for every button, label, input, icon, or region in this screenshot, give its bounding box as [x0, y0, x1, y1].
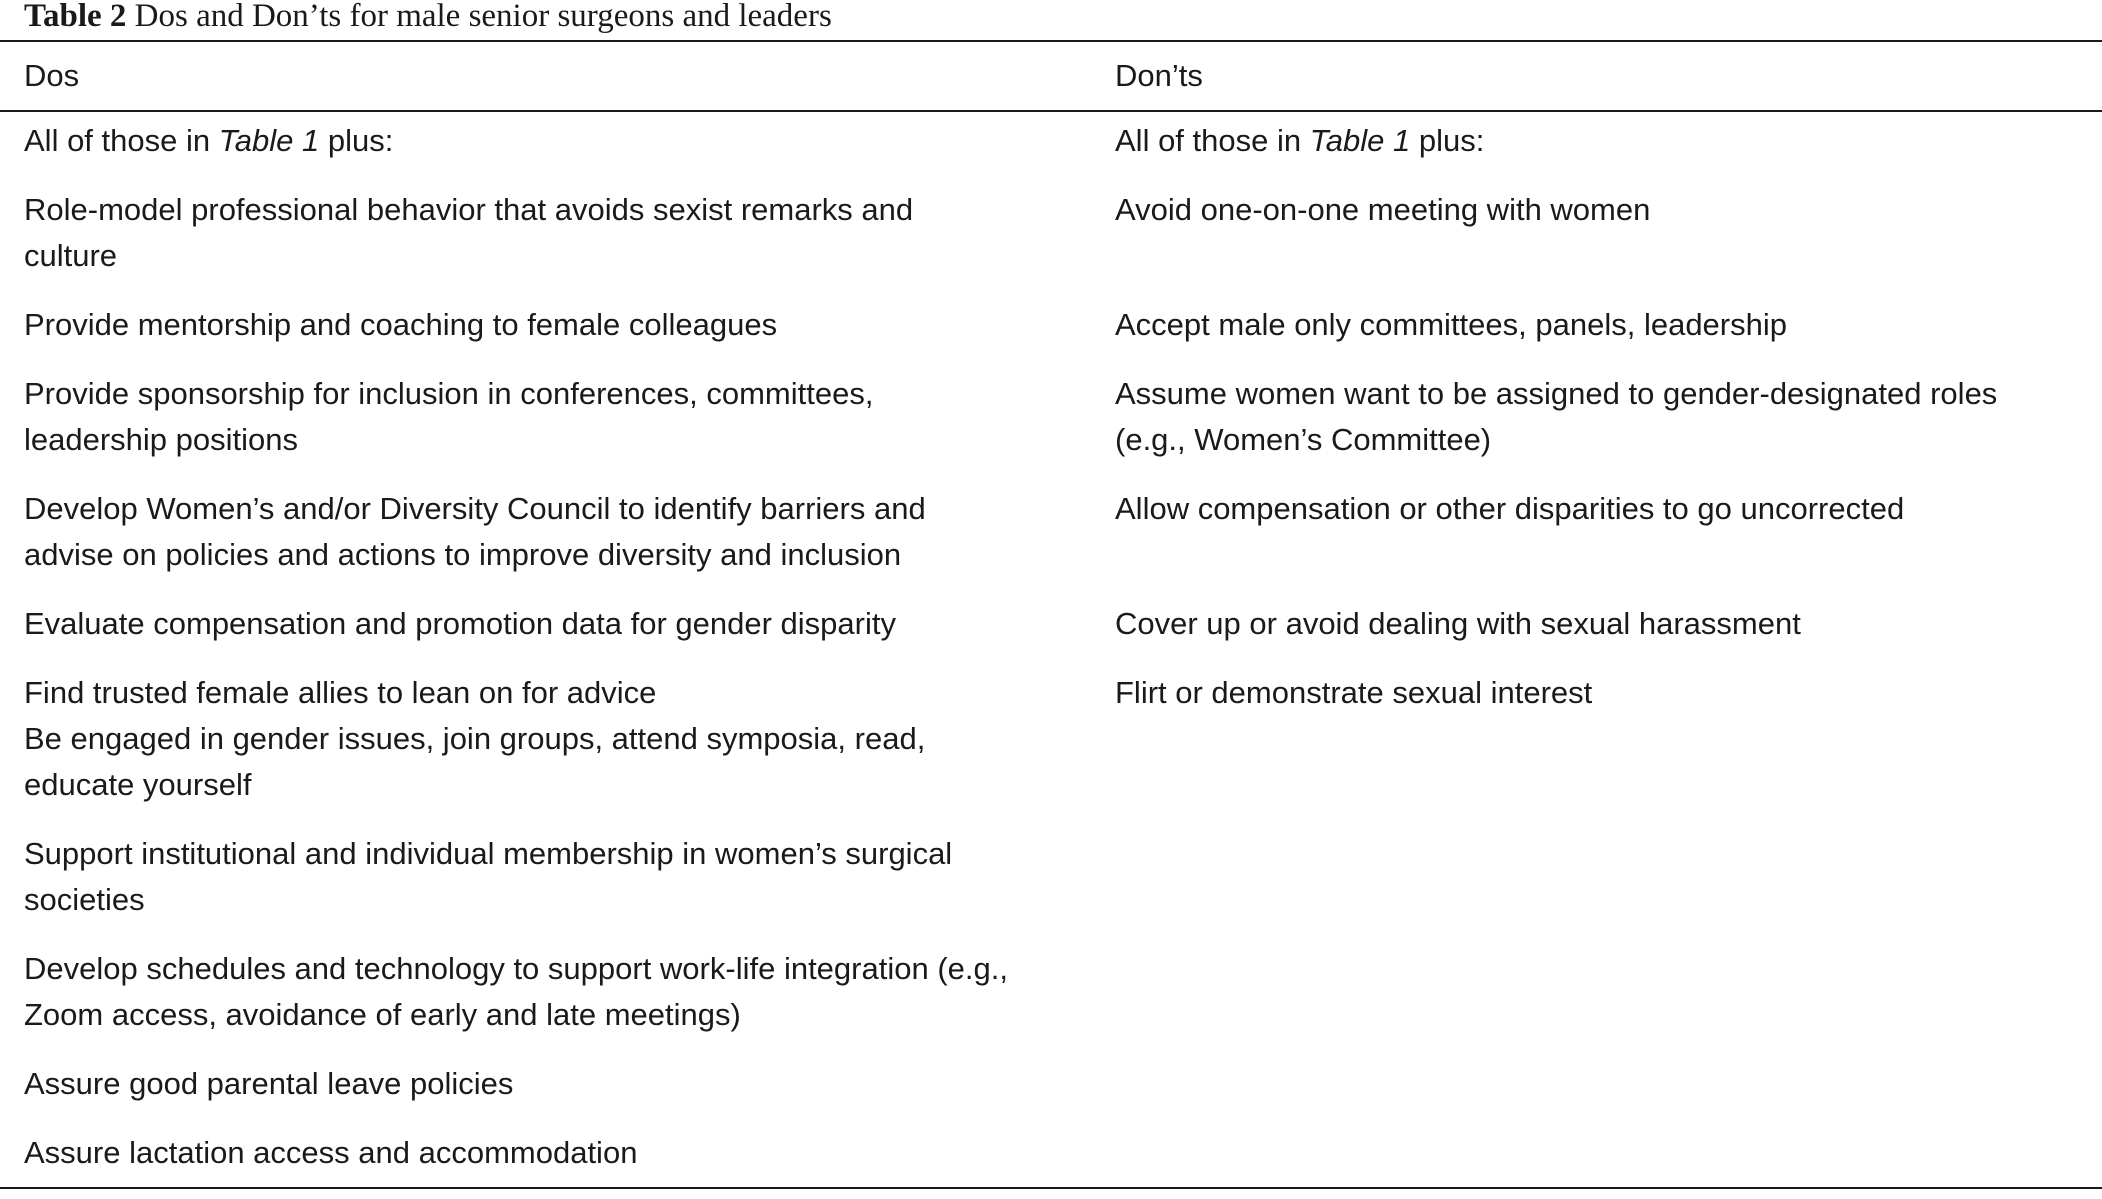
dos-text-line: Assure good parental leave policies: [24, 1066, 514, 1101]
table-row: [0, 1130, 2102, 1176]
intro-prefix: All of those in: [1115, 123, 1310, 158]
dos-text-line: societies: [24, 882, 145, 917]
donts-cell: [1115, 371, 2100, 463]
dos-cell: [24, 302, 1115, 348]
dos-cell: [24, 1130, 1115, 1176]
dos-text-line: Role-model professional behavior that avoids sexist remarks and: [24, 192, 914, 227]
donts-cell: [1115, 601, 2100, 647]
dos-text-line: leadership positions: [24, 422, 299, 457]
table-top-rule: [0, 40, 2102, 42]
table-header-rule: [0, 110, 2102, 112]
intro-text-dos: [24, 118, 1095, 164]
dos-text-line: educate yourself: [24, 767, 252, 802]
dos-text-line: advise on policies and actions to improve diversity and inclusion: [24, 537, 902, 572]
table-row: [0, 831, 2102, 923]
donts-text-line: Assume women want to be assigned to gender-designated roles: [1115, 376, 1998, 411]
donts-text-line: Flirt or demonstrate sexual interest: [1115, 675, 1593, 710]
dos-cell: [24, 601, 1115, 647]
dos-text-line: Support institutional and individual membership in women’s surgical: [24, 836, 953, 871]
dos-text-line: Be engaged in gender issues, join groups, attend symposia, read,: [24, 721, 926, 756]
column-header-dos: Dos: [24, 58, 80, 93]
intro-text-donts: [1115, 118, 2100, 164]
donts-cell: [1115, 946, 2100, 1038]
donts-cell: [1115, 831, 2100, 923]
dos-cell: [24, 118, 1115, 164]
dos-cell: [24, 371, 1115, 463]
dos-text-line: Provide mentorship and coaching to female colleagues: [24, 307, 778, 342]
intro-table-ref: Table 1: [1309, 123, 1411, 158]
intro-suffix: plus:: [1410, 123, 1485, 158]
column-header-donts: Don’ts: [1115, 58, 1203, 93]
donts-text-line: (e.g., Women’s Committee): [1115, 422, 1492, 457]
dos-cell: [24, 831, 1115, 923]
dos-cell: [24, 486, 1115, 578]
intro-prefix: All of those in: [24, 123, 219, 158]
intro-suffix: plus:: [319, 123, 394, 158]
table-row: [0, 670, 2102, 808]
donts-text-line: Avoid one-on-one meeting with women: [1115, 192, 1651, 227]
table-bottom-rule: [0, 1187, 2102, 1189]
donts-cell: [1115, 118, 2100, 164]
table-row: [0, 486, 2102, 578]
dos-text-line: Evaluate compensation and promotion data for gender disparity: [24, 606, 896, 641]
dos-cell: [24, 187, 1115, 279]
dos-cell: [24, 946, 1115, 1038]
table-row: [0, 601, 2102, 647]
table-row-intro: [0, 118, 2102, 164]
dos-cell: [24, 670, 1115, 808]
donts-text-line: Allow compensation or other disparities to go uncorrected: [1115, 491, 1905, 526]
table-row: [0, 302, 2102, 348]
donts-text-line: Accept male only committees, panels, leadership: [1115, 307, 1787, 342]
table-body: [0, 118, 2102, 1199]
donts-cell: [1115, 187, 2100, 279]
donts-cell: [1115, 1061, 2100, 1107]
table-caption-title: Dos and Don’ts for male senior surgeons and leaders: [134, 0, 832, 34]
table-row: [0, 946, 2102, 1038]
dos-text-line: culture: [24, 238, 118, 273]
table-row: [0, 371, 2102, 463]
dos-text-line: Assure lactation access and accommodation: [24, 1135, 638, 1170]
donts-cell: [1115, 670, 2100, 808]
intro-table-ref: Table 1: [218, 123, 320, 158]
dos-text-line: Provide sponsorship for inclusion in conferences, committees,: [24, 376, 874, 411]
dos-text-line: Develop schedules and technology to support work-life integration (e.g.,: [24, 951, 1008, 986]
dos-cell: [24, 1061, 1115, 1107]
dos-text-line: Find trusted female allies to lean on for advice: [24, 675, 657, 710]
dos-text-line: Develop Women’s and/or Diversity Council to identify barriers and: [24, 491, 926, 526]
table-caption: [24, 0, 832, 38]
table-row: [0, 187, 2102, 279]
dos-text-line: Zoom access, avoidance of early and late meetings): [24, 997, 741, 1032]
table-caption-label: Table 2: [24, 0, 127, 34]
donts-cell: [1115, 486, 2100, 578]
donts-text-line: Cover up or avoid dealing with sexual harassment: [1115, 606, 1801, 641]
donts-cell: [1115, 302, 2100, 348]
table-row: [0, 1061, 2102, 1107]
donts-cell: [1115, 1130, 2100, 1176]
